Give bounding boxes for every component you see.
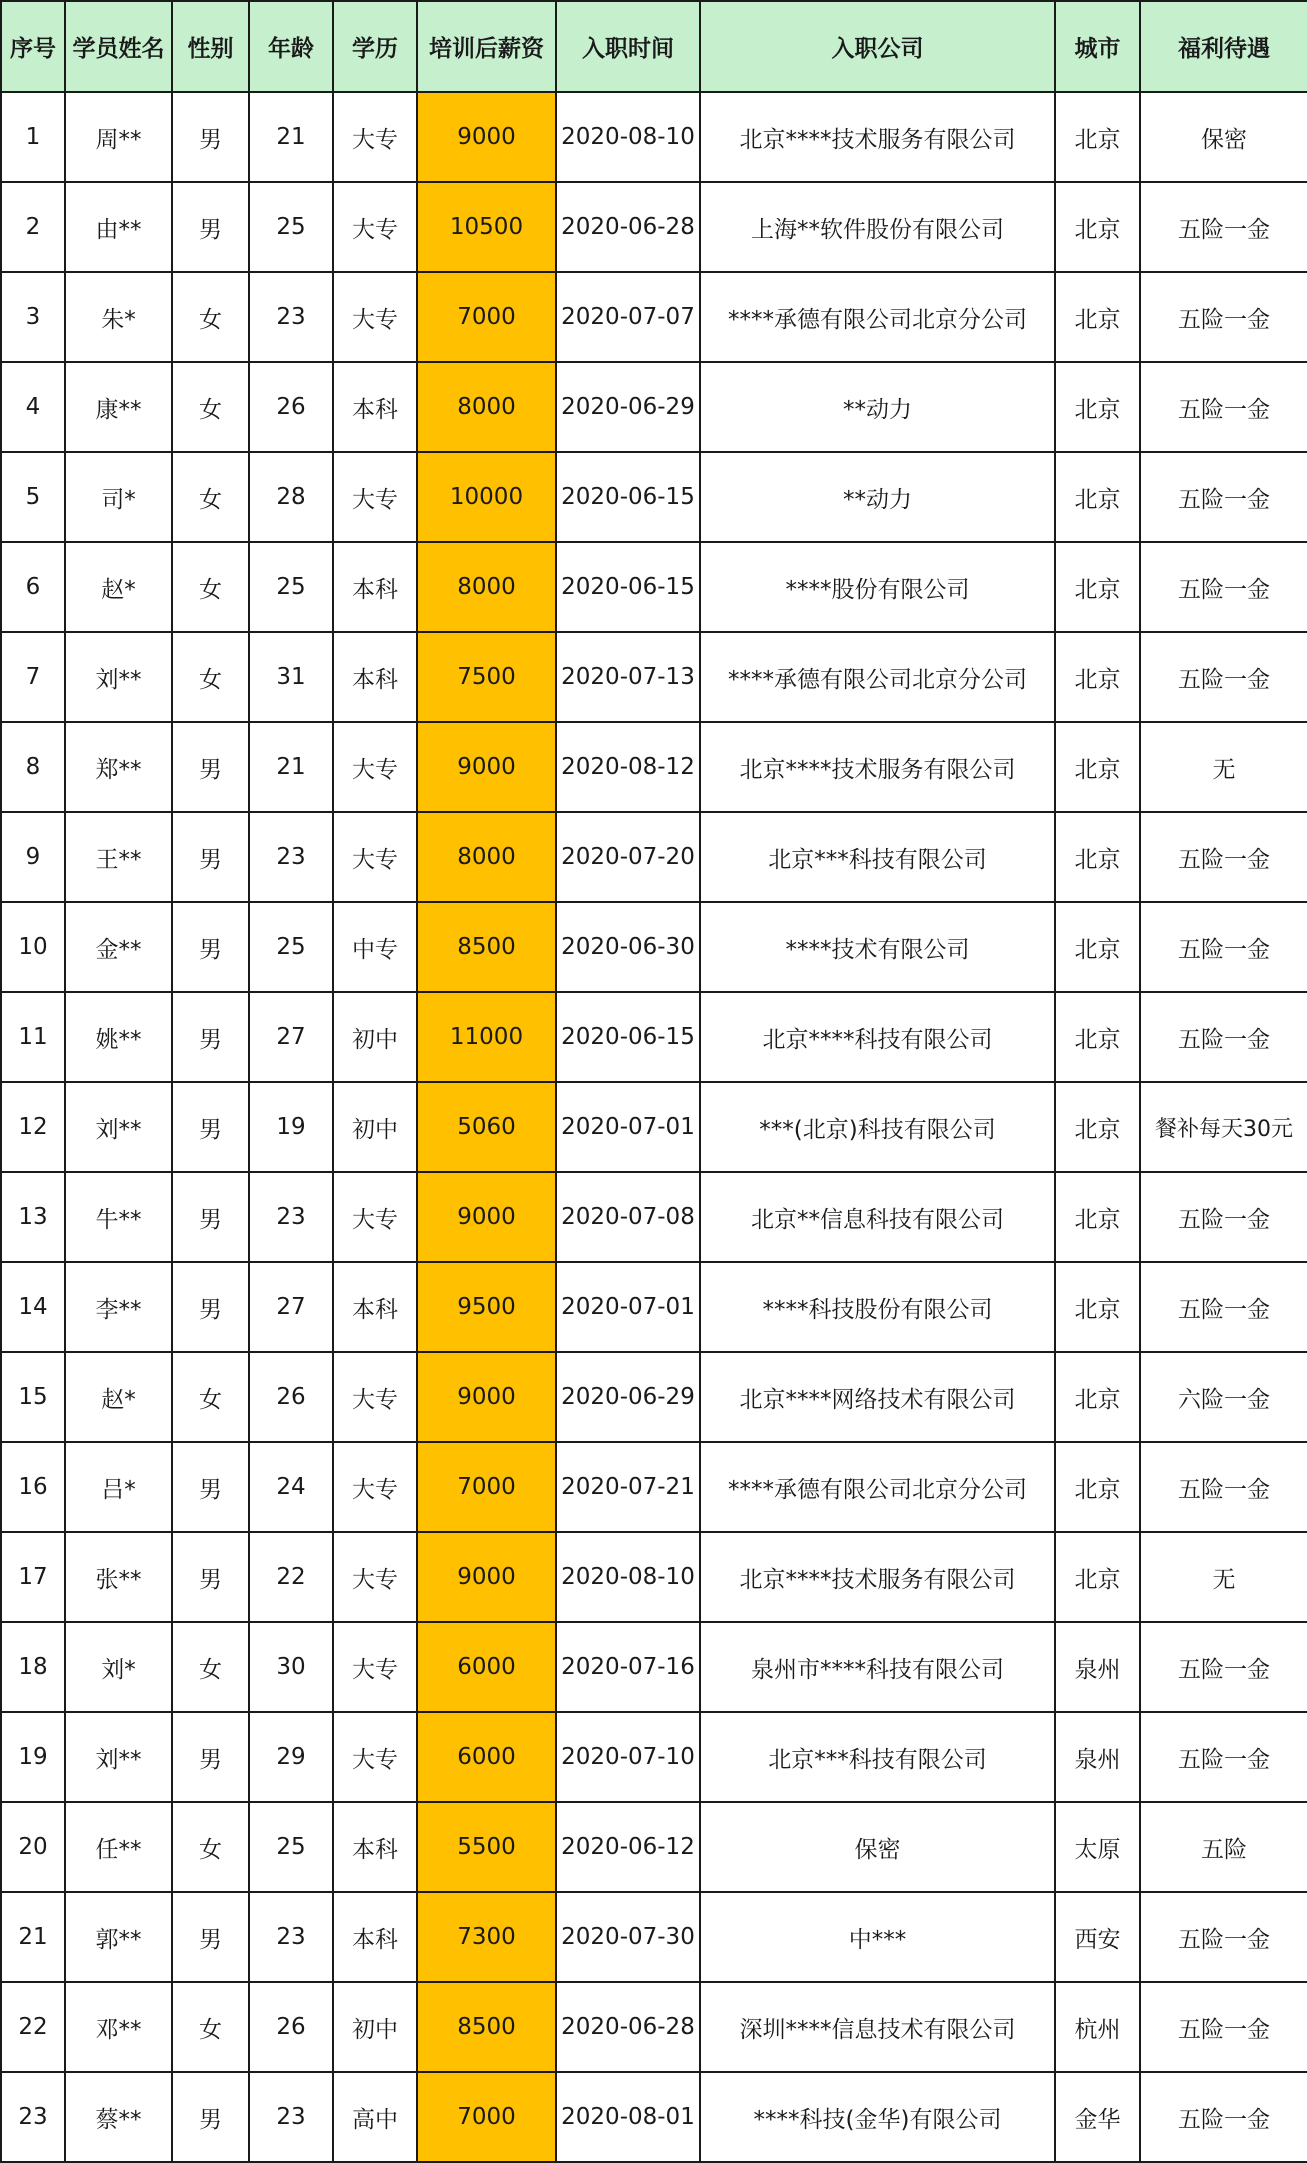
- cell-gender: 女: [172, 362, 249, 452]
- cell-name: 郭**: [65, 1892, 172, 1982]
- cell-benefit: 五险一金: [1140, 1622, 1307, 1712]
- cell-city: 杭州: [1055, 1982, 1140, 2072]
- cell-age: 30: [249, 1622, 333, 1712]
- cell-hire-date: 2020-07-20: [556, 812, 700, 902]
- cell-benefit: 六险一金: [1140, 1352, 1307, 1442]
- cell-age: 25: [249, 902, 333, 992]
- cell-company: 北京****技术服务有限公司: [700, 722, 1055, 812]
- cell-salary: 7000: [417, 2072, 556, 2162]
- cell-age: 23: [249, 812, 333, 902]
- cell-gender: 女: [172, 452, 249, 542]
- cell-gender: 男: [172, 1442, 249, 1532]
- cell-age: 23: [249, 1892, 333, 1982]
- header-benefit: 福利待遇: [1140, 1, 1307, 92]
- table-row: [1, 1802, 1307, 1892]
- cell-salary: 6000: [417, 1712, 556, 1802]
- cell-hire-date: 2020-07-16: [556, 1622, 700, 1712]
- cell-name: 金**: [65, 902, 172, 992]
- cell-serial: 15: [1, 1352, 65, 1442]
- cell-gender: 男: [172, 902, 249, 992]
- cell-company: 深圳****信息技术有限公司: [700, 1982, 1055, 2072]
- cell-company: **动力: [700, 362, 1055, 452]
- cell-name: 吕*: [65, 1442, 172, 1532]
- cell-serial: 7: [1, 632, 65, 722]
- cell-salary: 5060: [417, 1082, 556, 1172]
- header-company: 入职公司: [700, 1, 1055, 92]
- cell-age: 31: [249, 632, 333, 722]
- cell-salary: 7000: [417, 1442, 556, 1532]
- header-education: 学历: [333, 1, 417, 92]
- cell-gender: 男: [172, 182, 249, 272]
- table-row: [1, 1172, 1307, 1262]
- cell-name: 周**: [65, 92, 172, 182]
- cell-salary: 9000: [417, 1532, 556, 1622]
- cell-company: 北京****网络技术有限公司: [700, 1352, 1055, 1442]
- cell-age: 25: [249, 1802, 333, 1892]
- cell-age: 25: [249, 182, 333, 272]
- table-row: [1, 1262, 1307, 1352]
- cell-company: ****科技(金华)有限公司: [700, 2072, 1055, 2162]
- cell-benefit: 五险一金: [1140, 1892, 1307, 1982]
- table-row: [1, 92, 1307, 182]
- cell-city: 太原: [1055, 1802, 1140, 1892]
- cell-serial: 17: [1, 1532, 65, 1622]
- cell-education: 大专: [333, 452, 417, 542]
- cell-hire-date: 2020-06-15: [556, 452, 700, 542]
- cell-name: 赵*: [65, 542, 172, 632]
- cell-education: 大专: [333, 1172, 417, 1262]
- cell-benefit: 保密: [1140, 92, 1307, 182]
- cell-serial: 11: [1, 992, 65, 1082]
- cell-age: 23: [249, 272, 333, 362]
- cell-hire-date: 2020-06-28: [556, 1982, 700, 2072]
- cell-city: 北京: [1055, 1352, 1140, 1442]
- cell-name: 朱*: [65, 272, 172, 362]
- cell-salary: 9000: [417, 1172, 556, 1262]
- cell-benefit: 五险一金: [1140, 1712, 1307, 1802]
- cell-serial: 23: [1, 2072, 65, 2162]
- table-row: [1, 272, 1307, 362]
- cell-city: 北京: [1055, 542, 1140, 632]
- cell-education: 初中: [333, 992, 417, 1082]
- cell-hire-date: 2020-07-01: [556, 1262, 700, 1352]
- cell-age: 25: [249, 542, 333, 632]
- table-row: [1, 1082, 1307, 1172]
- cell-name: 姚**: [65, 992, 172, 1082]
- cell-hire-date: 2020-06-30: [556, 902, 700, 992]
- cell-education: 初中: [333, 1082, 417, 1172]
- cell-benefit: 无: [1140, 722, 1307, 812]
- cell-company: 北京****科技有限公司: [700, 992, 1055, 1082]
- cell-benefit: 五险一金: [1140, 632, 1307, 722]
- cell-education: 大专: [333, 722, 417, 812]
- cell-hire-date: 2020-07-10: [556, 1712, 700, 1802]
- cell-name: 牛**: [65, 1172, 172, 1262]
- cell-city: 泉州: [1055, 1622, 1140, 1712]
- cell-age: 21: [249, 722, 333, 812]
- cell-education: 大专: [333, 1622, 417, 1712]
- table-row: [1, 722, 1307, 812]
- cell-benefit: 五险一金: [1140, 902, 1307, 992]
- cell-city: 北京: [1055, 362, 1140, 452]
- cell-age: 21: [249, 92, 333, 182]
- cell-gender: 男: [172, 92, 249, 182]
- cell-salary: 10500: [417, 182, 556, 272]
- cell-hire-date: 2020-06-15: [556, 992, 700, 1082]
- cell-gender: 男: [172, 1532, 249, 1622]
- cell-gender: 女: [172, 1982, 249, 2072]
- cell-age: 29: [249, 1712, 333, 1802]
- cell-gender: 男: [172, 722, 249, 812]
- cell-benefit: 无: [1140, 1532, 1307, 1622]
- cell-benefit: 五险一金: [1140, 362, 1307, 452]
- cell-city: 北京: [1055, 1082, 1140, 1172]
- cell-gender: 女: [172, 1352, 249, 1442]
- cell-benefit: 五险一金: [1140, 452, 1307, 542]
- cell-gender: 男: [172, 2072, 249, 2162]
- cell-hire-date: 2020-08-10: [556, 1532, 700, 1622]
- cell-name: 王**: [65, 812, 172, 902]
- cell-gender: 男: [172, 1262, 249, 1352]
- cell-gender: 男: [172, 1172, 249, 1262]
- cell-salary: 7500: [417, 632, 556, 722]
- header-hire-date: 入职时间: [556, 1, 700, 92]
- table-row: [1, 992, 1307, 1082]
- cell-salary: 8000: [417, 362, 556, 452]
- table-row: [1, 1622, 1307, 1712]
- cell-company: 上海**软件股份有限公司: [700, 182, 1055, 272]
- cell-education: 大专: [333, 812, 417, 902]
- cell-benefit: 五险一金: [1140, 1442, 1307, 1532]
- cell-education: 大专: [333, 92, 417, 182]
- cell-age: 26: [249, 1982, 333, 2072]
- cell-benefit: 五险一金: [1140, 2072, 1307, 2162]
- cell-education: 本科: [333, 1802, 417, 1892]
- cell-company: 泉州市****科技有限公司: [700, 1622, 1055, 1712]
- header-city: 城市: [1055, 1, 1140, 92]
- cell-education: 大专: [333, 1352, 417, 1442]
- cell-age: 23: [249, 2072, 333, 2162]
- cell-serial: 21: [1, 1892, 65, 1982]
- cell-age: 23: [249, 1172, 333, 1262]
- cell-serial: 19: [1, 1712, 65, 1802]
- cell-education: 本科: [333, 1262, 417, 1352]
- cell-salary: 9500: [417, 1262, 556, 1352]
- cell-hire-date: 2020-07-13: [556, 632, 700, 722]
- cell-name: 李**: [65, 1262, 172, 1352]
- cell-benefit: 五险一金: [1140, 542, 1307, 632]
- cell-age: 24: [249, 1442, 333, 1532]
- cell-city: 北京: [1055, 1532, 1140, 1622]
- table-row: [1, 632, 1307, 722]
- cell-name: 刘**: [65, 1082, 172, 1172]
- cell-benefit: 五险一金: [1140, 1262, 1307, 1352]
- cell-age: 22: [249, 1532, 333, 1622]
- cell-name: 由**: [65, 182, 172, 272]
- cell-company: ****股份有限公司: [700, 542, 1055, 632]
- cell-education: 高中: [333, 2072, 417, 2162]
- cell-serial: 12: [1, 1082, 65, 1172]
- cell-salary: 8500: [417, 1982, 556, 2072]
- cell-salary: 10000: [417, 452, 556, 542]
- cell-city: 北京: [1055, 812, 1140, 902]
- cell-serial: 8: [1, 722, 65, 812]
- cell-city: 北京: [1055, 1262, 1140, 1352]
- cell-education: 大专: [333, 1712, 417, 1802]
- cell-salary: 5500: [417, 1802, 556, 1892]
- cell-benefit: 五险一金: [1140, 1172, 1307, 1262]
- cell-education: 大专: [333, 1532, 417, 1622]
- cell-benefit: 五险一金: [1140, 1982, 1307, 2072]
- table-row: [1, 1982, 1307, 2072]
- header-serial: 序号: [1, 1, 65, 92]
- cell-education: 初中: [333, 1982, 417, 2072]
- cell-city: 北京: [1055, 182, 1140, 272]
- cell-education: 大专: [333, 1442, 417, 1532]
- cell-company: 北京**信息科技有限公司: [700, 1172, 1055, 1262]
- cell-hire-date: 2020-06-28: [556, 182, 700, 272]
- cell-age: 27: [249, 992, 333, 1082]
- cell-hire-date: 2020-07-30: [556, 1892, 700, 1982]
- cell-name: 刘**: [65, 1712, 172, 1802]
- cell-salary: 7000: [417, 272, 556, 362]
- cell-company: 北京****技术服务有限公司: [700, 1532, 1055, 1622]
- cell-education: 大专: [333, 272, 417, 362]
- cell-salary: 11000: [417, 992, 556, 1082]
- cell-salary: 8000: [417, 542, 556, 632]
- cell-city: 北京: [1055, 1442, 1140, 1532]
- table-row: [1, 1352, 1307, 1442]
- cell-serial: 1: [1, 92, 65, 182]
- header-row: [1, 1, 1307, 92]
- cell-name: 任**: [65, 1802, 172, 1892]
- header-gender: 性别: [172, 1, 249, 92]
- cell-name: 郑**: [65, 722, 172, 812]
- cell-gender: 男: [172, 1082, 249, 1172]
- cell-gender: 女: [172, 632, 249, 722]
- cell-age: 26: [249, 1352, 333, 1442]
- header-salary: 培训后薪资: [417, 1, 556, 92]
- cell-city: 北京: [1055, 902, 1140, 992]
- cell-gender: 女: [172, 542, 249, 632]
- cell-benefit: 五险一金: [1140, 182, 1307, 272]
- cell-hire-date: 2020-08-01: [556, 2072, 700, 2162]
- cell-benefit: 五险一金: [1140, 992, 1307, 1082]
- header-name: 学员姓名: [65, 1, 172, 92]
- cell-company: ****技术有限公司: [700, 902, 1055, 992]
- cell-serial: 22: [1, 1982, 65, 2072]
- cell-salary: 9000: [417, 92, 556, 182]
- cell-name: 康**: [65, 362, 172, 452]
- cell-city: 西安: [1055, 1892, 1140, 1982]
- cell-gender: 男: [172, 1892, 249, 1982]
- cell-age: 28: [249, 452, 333, 542]
- cell-hire-date: 2020-06-29: [556, 1352, 700, 1442]
- cell-hire-date: 2020-07-01: [556, 1082, 700, 1172]
- cell-salary: 6000: [417, 1622, 556, 1712]
- cell-education: 本科: [333, 1892, 417, 1982]
- cell-salary: 9000: [417, 1352, 556, 1442]
- cell-serial: 10: [1, 902, 65, 992]
- cell-benefit: 五险一金: [1140, 812, 1307, 902]
- cell-age: 26: [249, 362, 333, 452]
- cell-city: 北京: [1055, 452, 1140, 542]
- cell-benefit: 餐补每天30元: [1140, 1082, 1307, 1172]
- cell-education: 本科: [333, 542, 417, 632]
- cell-serial: 9: [1, 812, 65, 902]
- cell-hire-date: 2020-07-07: [556, 272, 700, 362]
- cell-hire-date: 2020-06-12: [556, 1802, 700, 1892]
- cell-company: 北京***科技有限公司: [700, 812, 1055, 902]
- cell-education: 本科: [333, 362, 417, 452]
- cell-company: 北京****技术服务有限公司: [700, 92, 1055, 182]
- cell-benefit: 五险: [1140, 1802, 1307, 1892]
- cell-serial: 16: [1, 1442, 65, 1532]
- cell-city: 北京: [1055, 632, 1140, 722]
- cell-age: 19: [249, 1082, 333, 1172]
- cell-salary: 9000: [417, 722, 556, 812]
- table-row: [1, 1442, 1307, 1532]
- cell-company: 保密: [700, 1802, 1055, 1892]
- cell-salary: 8000: [417, 812, 556, 902]
- cell-serial: 4: [1, 362, 65, 452]
- cell-company: ***(北京)科技有限公司: [700, 1082, 1055, 1172]
- cell-name: 蔡**: [65, 2072, 172, 2162]
- cell-hire-date: 2020-08-12: [556, 722, 700, 812]
- cell-hire-date: 2020-06-15: [556, 542, 700, 632]
- cell-serial: 18: [1, 1622, 65, 1712]
- cell-gender: 男: [172, 812, 249, 902]
- header-age: 年龄: [249, 1, 333, 92]
- cell-gender: 女: [172, 1802, 249, 1892]
- cell-name: 赵*: [65, 1352, 172, 1442]
- cell-city: 北京: [1055, 1172, 1140, 1262]
- cell-hire-date: 2020-07-21: [556, 1442, 700, 1532]
- table-row: [1, 1712, 1307, 1802]
- cell-name: 邓**: [65, 1982, 172, 2072]
- table-row: [1, 2072, 1307, 2162]
- cell-company: ****科技股份有限公司: [700, 1262, 1055, 1352]
- table-row: [1, 1532, 1307, 1622]
- cell-serial: 5: [1, 452, 65, 542]
- cell-company: 北京***科技有限公司: [700, 1712, 1055, 1802]
- cell-city: 金华: [1055, 2072, 1140, 2162]
- table-row: [1, 812, 1307, 902]
- cell-gender: 男: [172, 992, 249, 1082]
- cell-serial: 3: [1, 272, 65, 362]
- cell-serial: 14: [1, 1262, 65, 1352]
- table-row: [1, 182, 1307, 272]
- cell-serial: 20: [1, 1802, 65, 1892]
- cell-hire-date: 2020-08-10: [556, 92, 700, 182]
- cell-city: 北京: [1055, 722, 1140, 812]
- table-row: [1, 452, 1307, 542]
- cell-serial: 6: [1, 542, 65, 632]
- cell-education: 中专: [333, 902, 417, 992]
- cell-city: 北京: [1055, 992, 1140, 1082]
- cell-education: 大专: [333, 182, 417, 272]
- cell-company: ****承德有限公司北京分公司: [700, 272, 1055, 362]
- table-row: [1, 1892, 1307, 1982]
- cell-company: **动力: [700, 452, 1055, 542]
- cell-name: 张**: [65, 1532, 172, 1622]
- cell-serial: 2: [1, 182, 65, 272]
- cell-company: ****承德有限公司北京分公司: [700, 632, 1055, 722]
- cell-salary: 8500: [417, 902, 556, 992]
- cell-company: 中***: [700, 1892, 1055, 1982]
- table-row: [1, 542, 1307, 632]
- cell-gender: 女: [172, 272, 249, 362]
- cell-company: ****承德有限公司北京分公司: [700, 1442, 1055, 1532]
- table-body: [1, 92, 1307, 2162]
- cell-name: 刘**: [65, 632, 172, 722]
- cell-serial: 13: [1, 1172, 65, 1262]
- cell-name: 刘*: [65, 1622, 172, 1712]
- cell-city: 北京: [1055, 272, 1140, 362]
- cell-gender: 女: [172, 1622, 249, 1712]
- cell-city: 北京: [1055, 92, 1140, 182]
- cell-gender: 男: [172, 1712, 249, 1802]
- cell-salary: 7300: [417, 1892, 556, 1982]
- cell-hire-date: 2020-06-29: [556, 362, 700, 452]
- table-row: [1, 362, 1307, 452]
- table-row: [1, 902, 1307, 992]
- cell-city: 泉州: [1055, 1712, 1140, 1802]
- cell-education: 本科: [333, 632, 417, 722]
- cell-age: 27: [249, 1262, 333, 1352]
- cell-benefit: 五险一金: [1140, 272, 1307, 362]
- cell-name: 司*: [65, 452, 172, 542]
- cell-hire-date: 2020-07-08: [556, 1172, 700, 1262]
